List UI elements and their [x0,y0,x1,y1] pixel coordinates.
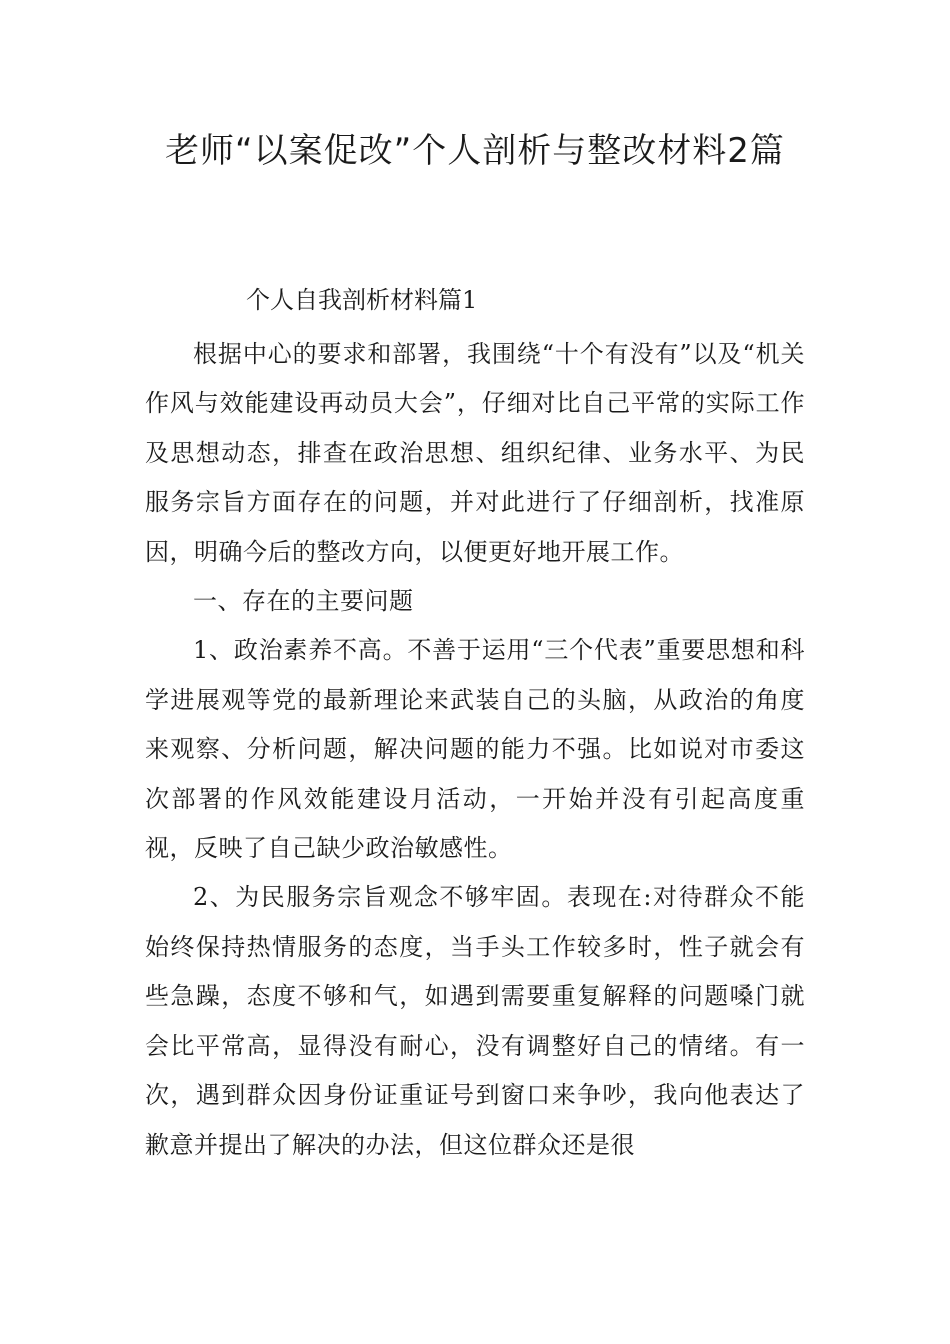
document-body [145,330,805,1170]
section-subtitle: 个人自我剖析材料篇1 [246,286,478,314]
paragraph-heading-problems: 一、存在的主要问题 [193,587,414,616]
paragraph-intro: 根据中心的要求和部署，我围绕“十个有没有”以及“机关作风与效能建设再动员大会”，仔细对比自己平常的实际工作及思想动态，排查在政治思想、组织纪律、业务水平、为民服务宗旨方面存在的问题，并对此进行了仔细剖析，找准原因，明确今后的整改方向，以便更好地开展工作。 [145,340,805,566]
document-title: 老师“以案促改”个人剖析与整改材料2篇 [165,131,785,171]
paragraph-problem-1: 1、政治素养不高。不善于运用“三个代表”重要思想和科学进展观等党的最新理论来武装自己的头脑，从政治的角度来观察、分析问题，解决问题的能力不强。比如说对市委这次部署的作风效能建设月活动，一开始并没有引起高度重视，反映了自己缺少政治敏感性。 [145,636,805,863]
paragraph-problem-2: 2、为民服务宗旨观念不够牢固。表现在:对待群众不能始终保持热情服务的态度，当手头工作较多时，性子就会有些急躁，态度不够和气，如遇到需要重复解释的问题嗓门就会比平常高，显得没有耐心，没有调整好自己的情绪。有一次，遇到群众因身份证重证号到窗口来争吵，我向他表达了歉意并提出了解决的办法，但这位群众还是很 [145,883,805,1159]
